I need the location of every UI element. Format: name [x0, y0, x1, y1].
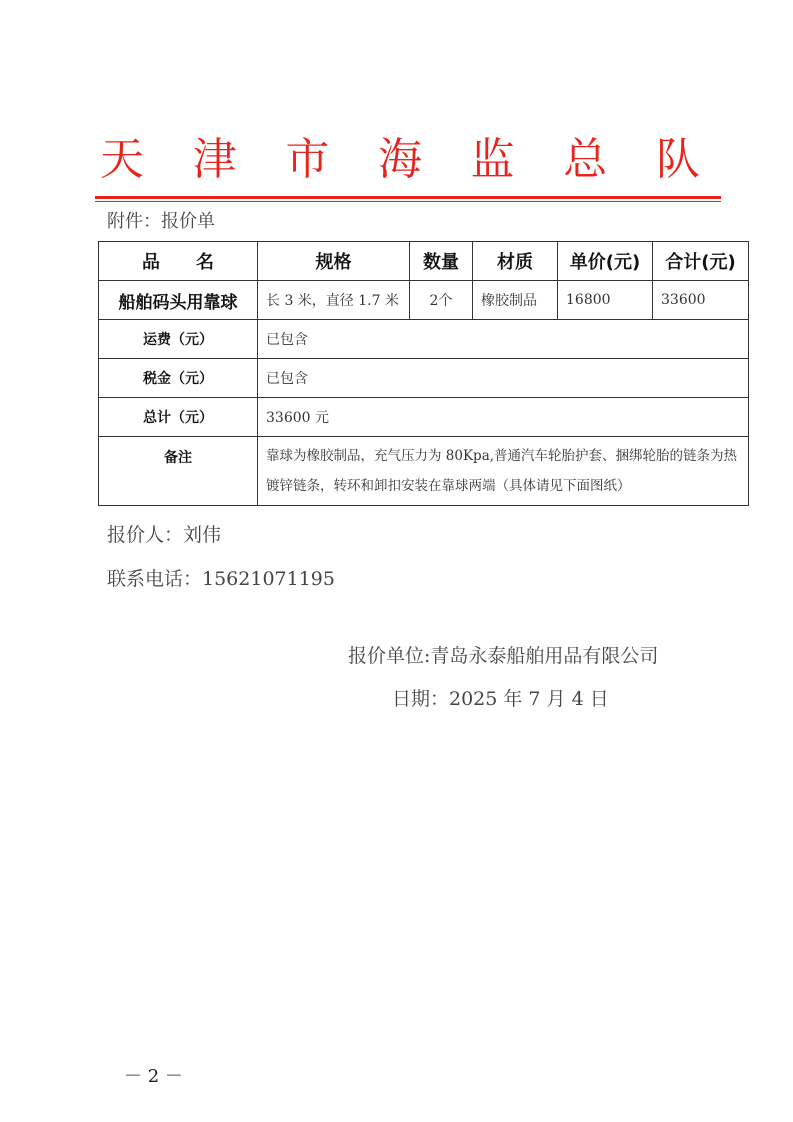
header-char: 天 [100, 134, 144, 185]
table-row [99, 398, 749, 437]
item-total: 33600 [653, 281, 749, 320]
item-unit-price: 16800 [558, 281, 653, 320]
quotation-table [98, 241, 749, 506]
item-qty: 2个 [410, 281, 473, 320]
header-name: 品 名 [99, 242, 258, 281]
item-material: 橡胶制品 [473, 281, 558, 320]
table-row [99, 437, 749, 506]
table-header-row [99, 242, 749, 281]
quoter-line: 报价人：刘伟 [107, 524, 222, 546]
tax-label: 税金（元） [99, 359, 258, 398]
header-rule-thick [95, 196, 721, 199]
header-char: 队 [655, 134, 700, 185]
freight-value: 已包含 [258, 320, 749, 359]
header-char: 市 [285, 134, 330, 185]
table-row [99, 359, 749, 398]
attachment-label: 附件：报价单 [107, 211, 215, 232]
header-char: 津 [192, 134, 237, 185]
date-line: 日期：2025 年 7 月 4 日 [392, 688, 609, 710]
item-spec: 长 3 米，直径 1.7 米 [258, 281, 410, 320]
header-qty: 数量 [410, 242, 473, 281]
phone-line: 联系电话：15621071195 [107, 568, 335, 590]
grand-total-label: 总计（元） [99, 398, 258, 437]
item-name: 船舶码头用靠球 [99, 281, 258, 320]
tax-value: 已包含 [258, 359, 749, 398]
header-char: 海 [377, 134, 422, 185]
header-rule-thin [95, 201, 721, 202]
header-total: 合计(元) [653, 242, 749, 281]
header-material: 材质 [473, 242, 558, 281]
header-char: 总 [563, 134, 608, 185]
header-unit-price: 单价(元) [558, 242, 653, 281]
page-number: － 2 － [124, 1066, 183, 1087]
company-line: 报价单位:青岛永泰船舶用品有限公司 [348, 645, 659, 667]
header-spec: 规格 [258, 242, 410, 281]
table-row [99, 281, 749, 320]
remarks-value: 靠球为橡胶制品，充气压力为 80Kpa,普通汽车轮胎护套、捆绑轮胎的链条为热镀锌链条，转环和卸扣安装在靠球两端（具体请见下面图纸） [258, 437, 749, 506]
freight-label: 运费（元） [99, 320, 258, 359]
document-header [100, 125, 700, 185]
header-char: 监 [470, 134, 515, 185]
grand-total-value: 33600 元 [258, 398, 749, 437]
remarks-label: 备注 [99, 437, 258, 506]
table-row [99, 320, 749, 359]
